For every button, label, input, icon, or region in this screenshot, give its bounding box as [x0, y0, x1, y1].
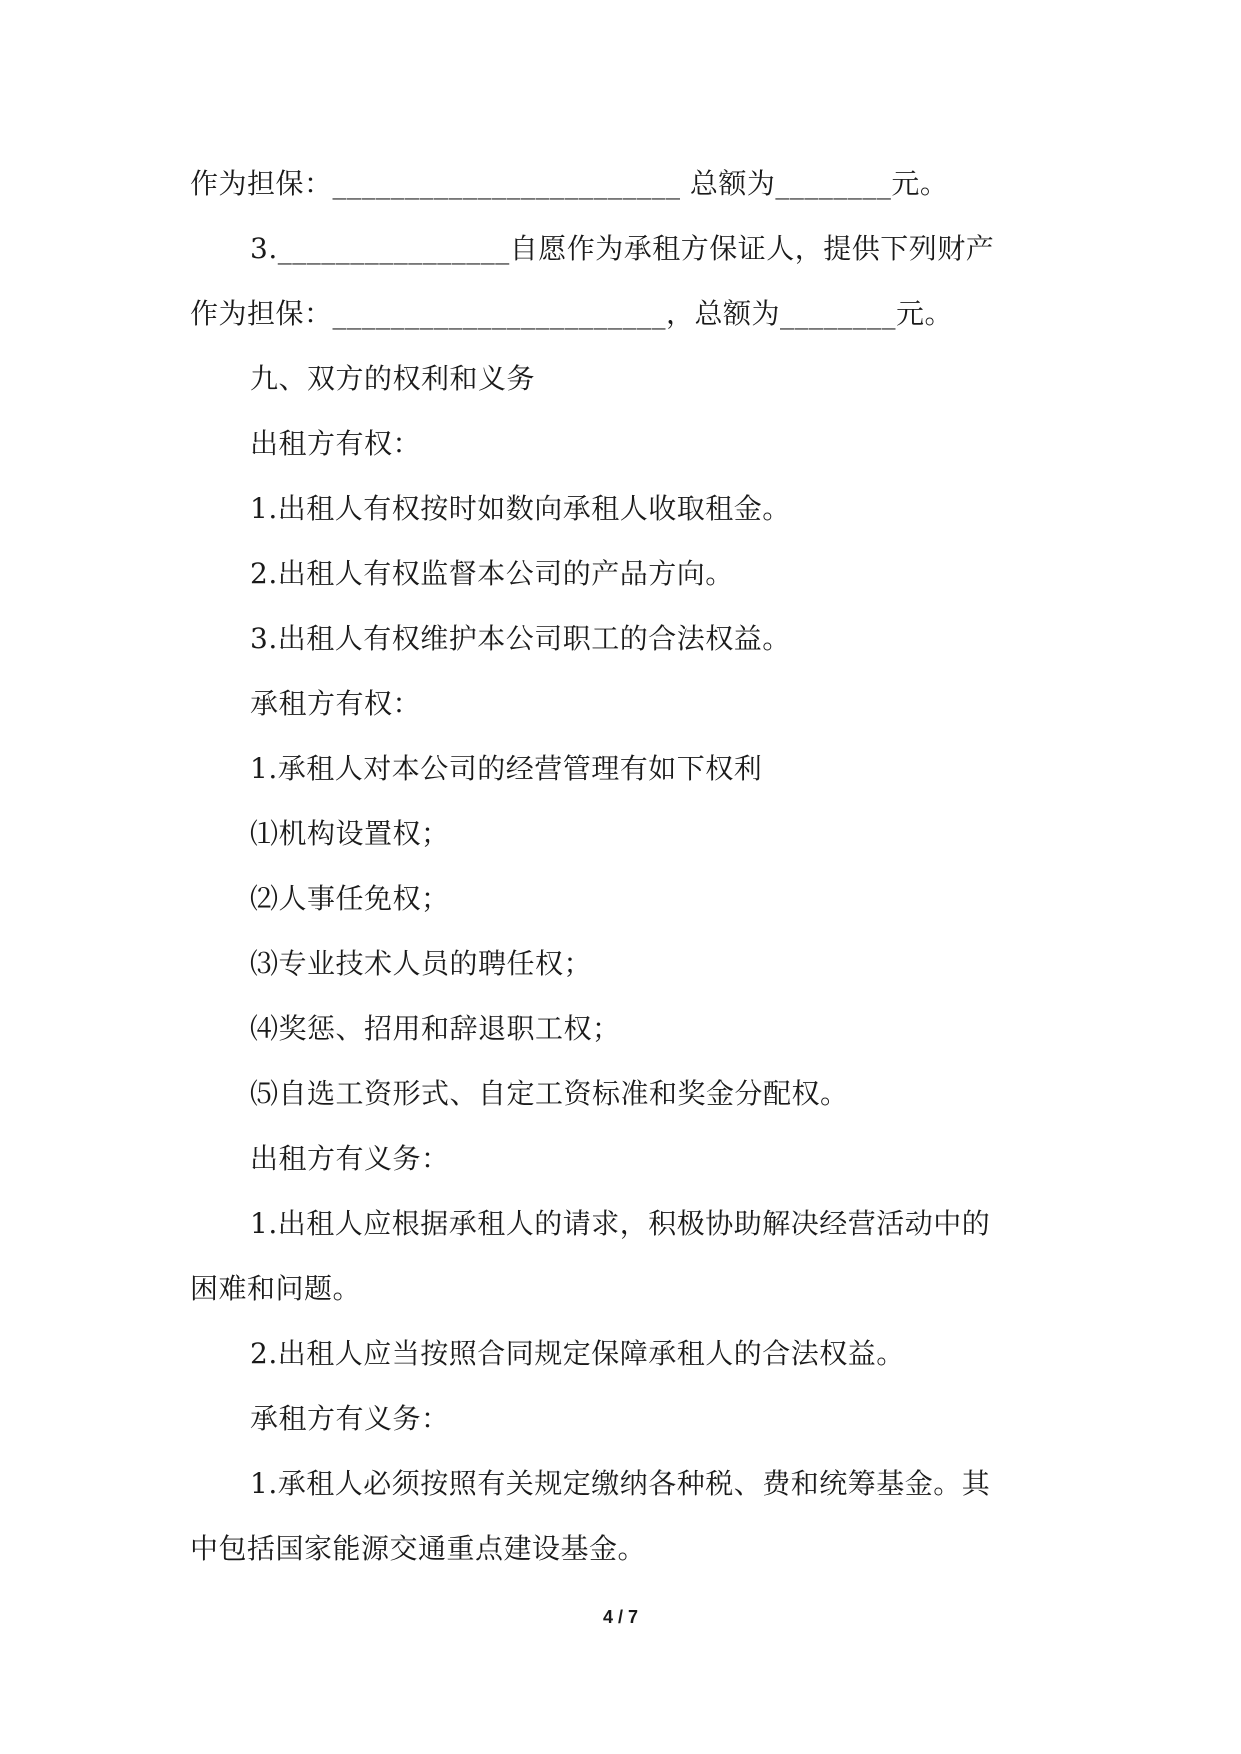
- lessor-duty-1-continued: 困难和问题。: [190, 1272, 362, 1305]
- text-line-2: 3.________________自愿作为承租方保证人，提供下列财产: [250, 232, 995, 265]
- lessor-duty-2: 2.出租人应当按照合同规定保障承租人的合法权益。: [250, 1337, 905, 1370]
- document-body: [190, 158, 1060, 1588]
- lessor-duties-heading: 出租方有义务：: [250, 1142, 450, 1175]
- lessor-rights-heading: 出租方有权：: [250, 427, 422, 460]
- lessor-right-3: 3.出租人有权维护本公司职工的合法权益。: [250, 622, 791, 655]
- section-heading: 九、双方的权利和义务: [250, 362, 536, 395]
- lessee-duty-1-continued: 中包括国家能源交通重点建设基金。: [190, 1532, 647, 1565]
- page-number: 4 / 7: [602, 1607, 639, 1627]
- lessee-right-sub-3: ⑶专业技术人员的聘任权；: [250, 947, 593, 980]
- lessor-right-2: 2.出租人有权监督本公司的产品方向。: [250, 557, 734, 590]
- text-line-3: 作为担保：_______________________，总额为________元。: [190, 297, 954, 330]
- lessee-right-sub-4: ⑷奖惩、招用和辞退职工权；: [250, 1012, 621, 1045]
- lessee-right-sub-1: ⑴机构设置权；: [250, 817, 450, 850]
- lessee-right-sub-2: ⑵人事任免权；: [250, 882, 450, 915]
- lessor-right-1: 1.出租人有权按时如数向承租人收取租金。: [250, 492, 791, 525]
- text-line-1: 作为担保：________________________ 总额为________元。: [190, 167, 949, 200]
- lessee-right-1: 1.承租人对本公司的经营管理有如下权利: [250, 752, 763, 785]
- lessee-duties-heading: 承租方有义务：: [250, 1402, 450, 1435]
- lessee-right-sub-5: ⑸自选工资形式、自定工资标准和奖金分配权。: [250, 1077, 849, 1110]
- lessor-duty-1: 1.出租人应根据承租人的请求，积极协助解决经营活动中的: [250, 1207, 991, 1240]
- lessee-rights-heading: 承租方有权：: [250, 687, 422, 720]
- lessee-duty-1: 1.承租人必须按照有关规定缴纳各种税、费和统筹基金。其: [250, 1467, 991, 1500]
